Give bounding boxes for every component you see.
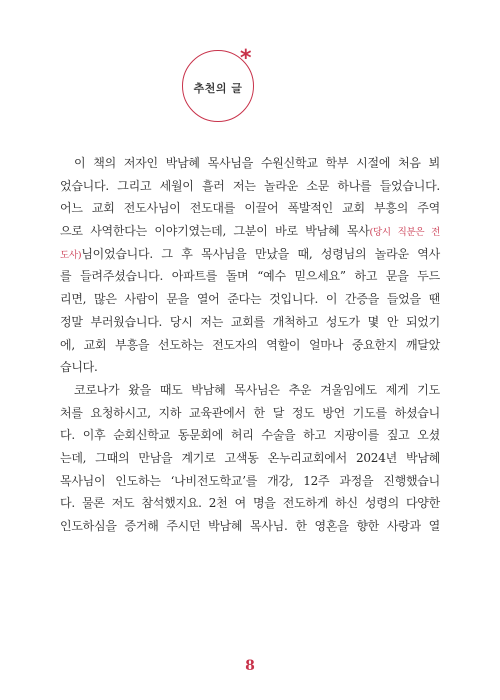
text-line: 에, 교회 부흥을 선도하는 전도자의 역할이 얼마나 중요한지 깨달았 bbox=[60, 337, 440, 352]
text-line: 다. 물론 저도 참석했지요. 2천 여 명을 전도하게 하신 성령의 다양한 bbox=[60, 496, 440, 511]
asterisk-icon: * bbox=[240, 46, 252, 71]
section-badge bbox=[182, 46, 258, 126]
text-line: 정말 부러웠습니다. 당시 저는 교회를 개척하고 성도가 몇 안 되었기 bbox=[60, 314, 440, 329]
text-line: 으로 사역한다는 이야기였는데, 그분이 바로 박남혜 목사(당시 직분은 전 bbox=[60, 224, 440, 239]
text-line: 처를 요청하시고, 지하 교육관에서 한 달 정도 방언 기도를 하셨습니 bbox=[60, 405, 440, 420]
text-line: 목사님이 인도하는 ‘나비전도학교’를 개강, 12주 과정을 진행했습니 bbox=[60, 473, 440, 488]
body-text bbox=[60, 152, 440, 538]
text-line: 를 들려주셨습니다. 아파트를 돌며 “예수 믿으세요” 하고 문을 두드 bbox=[60, 269, 440, 284]
footnote-annotation: (당시 직분은 전 bbox=[369, 227, 440, 239]
text-line: 이 책의 저자인 박남혜 목사님을 수원신학교 학부 시절에 처음 뵈 bbox=[74, 156, 440, 170]
text-line: 리면, 많은 사람이 문을 열어 준다는 것입니다. 이 간증을 들었을 땐 bbox=[60, 292, 440, 307]
text-line: 었습니다. 그리고 세월이 흘러 저는 놀라운 소문 하나를 들었습니다. bbox=[60, 178, 440, 193]
text-line: 코로나가 왔을 때도 박남혜 목사님은 추운 겨울임에도 제게 기도 bbox=[74, 382, 440, 397]
text-line: 습니다. bbox=[60, 360, 98, 375]
text-line: 다. 이후 순회신학교 동문회에 허리 수술을 하고 지팡이를 짚고 오셨 bbox=[60, 428, 440, 443]
text-line: 는데, 그때의 만남을 계기로 고색동 온누리교회에서 2024년 박남혜 bbox=[60, 450, 440, 465]
text-line: 인도하심을 증거해 주시던 박남혜 목사님. 한 영혼을 향한 사랑과 열 bbox=[60, 519, 440, 533]
section-title: 추천의 글 bbox=[193, 82, 243, 95]
text-line: 도사)님이었습니다. 그 후 목사님을 만났을 때, 성령님의 놀라운 역사 bbox=[60, 246, 440, 261]
page-number: 8 bbox=[245, 658, 255, 674]
text-line: 어느 교회 전도사님이 전도대를 이끌어 폭발적인 교회 부흥의 주역 bbox=[60, 201, 440, 216]
footnote-annotation: 도사) bbox=[60, 249, 82, 261]
